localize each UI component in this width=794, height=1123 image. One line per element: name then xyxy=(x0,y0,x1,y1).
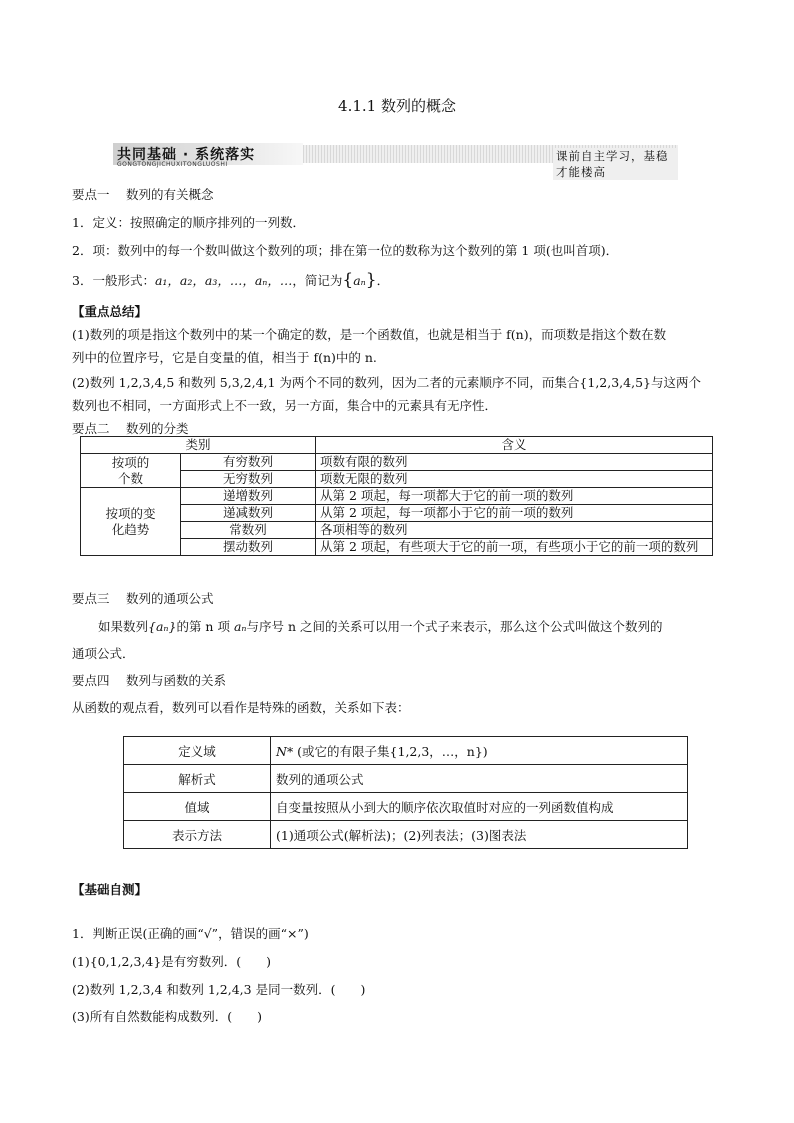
general-form-terms: a₁，a₂，a₃，…，aₙ，… xyxy=(154,273,293,288)
banner-title: 共同基础 · 系统落实 xyxy=(117,147,256,163)
header-meaning: 含义 xyxy=(316,437,713,454)
formula-line-2: 通项公式． xyxy=(72,646,135,661)
heading-point-2: 要点二 数列的分类 xyxy=(72,421,189,436)
left-brace-icon: { xyxy=(342,270,354,290)
self-test-heading: 【基础自测】 xyxy=(72,882,148,897)
heading-point-4: 要点四 数列与函数的关系 xyxy=(72,673,226,688)
row-value: (1)通项公式(解析法)；(2)列表法；(3)图表法 xyxy=(271,821,688,849)
row-label: 表示方法 xyxy=(124,821,271,849)
table-header-row xyxy=(81,437,713,454)
row-value: 数列的通项公式 xyxy=(271,765,688,793)
group-by-count: 按项的 个数 xyxy=(81,454,181,488)
table-row xyxy=(124,821,688,849)
general-form-set: aₙ xyxy=(353,273,366,288)
row-value: 自变量按照从小到大的顺序依次取值时对应的一列函数值构成 xyxy=(271,793,688,821)
summary-line-1a: (1)数列的项是指这个数列中的某一个确定的数，是一个函数值，也就是相当于 f(n)，而项数是指这个数在数 xyxy=(72,327,667,342)
row-label: 解析式 xyxy=(124,765,271,793)
general-form-label: 3．一般形式： xyxy=(72,273,155,288)
meaning-cell: 各项相等的数列 xyxy=(316,522,713,539)
section-banner xyxy=(113,143,678,179)
banner-stripe xyxy=(303,145,678,179)
header-category: 类别 xyxy=(81,437,316,454)
summary-heading: 【重点总结】 xyxy=(72,304,148,319)
meaning-cell: 从第 2 项起，每一项都大于它的前一项的数列 xyxy=(316,488,713,505)
summary-line-2b: 数列也不相同，一方面形式上不一致，另一方面，集合中的元素具有无序性． xyxy=(72,398,498,413)
table-row xyxy=(81,488,713,505)
general-form-mid: ，简记为 xyxy=(292,273,343,288)
group-by-trend: 按项的变 化趋势 xyxy=(81,488,181,556)
meaning-cell: 从第 2 项起，有些项大于它的前一项，有些项小于它的前一项的数列 xyxy=(316,539,713,556)
page-title: 4.1.1 数列的概念 xyxy=(338,97,456,115)
heading-point-1: 要点一 数列的有关概念 xyxy=(72,187,214,202)
row-label: 定义域 xyxy=(124,737,271,765)
classification-table xyxy=(80,436,713,556)
meaning-cell: 项数有限的数列 xyxy=(316,454,713,471)
table-row xyxy=(124,765,688,793)
question-1-item-3: (3)所有自然数能构成数列．( ) xyxy=(72,1009,262,1024)
summary-line-2a: (2)数列 1,2,3,4,5 和数列 5,3,2,4,1 为两个不同的数列，因为二者的元素顺序不同，而集合{1,2,3,4,5}与这两个 xyxy=(72,375,701,390)
row-value xyxy=(271,737,688,765)
banner-slogan: 课前自主学习，基稳才能楼高 xyxy=(553,148,678,180)
nth-term-symbol: aₙ xyxy=(233,619,247,634)
domain-text: (或它的有限子集{1,2,3，…，n}) xyxy=(293,743,488,759)
banner-pinyin: GONGTONGJICHUXITONGLUOSHI xyxy=(117,161,228,168)
formula-text-c: 与序号 n 之间的关系可以用一个式子来表示，那么这个公式叫做这个数列的 xyxy=(246,619,663,634)
meaning-cell: 项数无限的数列 xyxy=(316,471,713,488)
type-cell: 无穷数列 xyxy=(181,471,316,488)
table-row xyxy=(124,737,688,765)
heading-point-3: 要点三 数列的通项公式 xyxy=(72,591,214,606)
question-1: 1．判断正误(正确的画“√”，错误的画“×”) xyxy=(72,926,309,941)
table-row xyxy=(81,454,713,471)
row-label: 值域 xyxy=(124,793,271,821)
table-row xyxy=(124,793,688,821)
function-intro: 从函数的观点看，数列可以看作是特殊的函数，关系如下表： xyxy=(72,700,410,715)
meaning-cell: 从第 2 项起，每一项都小于它的前一项的数列 xyxy=(316,505,713,522)
type-cell: 常数列 xyxy=(181,522,316,539)
formula-text-b: 的第 n 项 xyxy=(176,619,234,634)
summary-line-1b: 列中的位置序号，它是自变量的值，相当于 f(n)中的 n. xyxy=(72,350,377,365)
type-cell: 递增数列 xyxy=(181,488,316,505)
type-cell: 递减数列 xyxy=(181,505,316,522)
question-1-item-1: (1){0,1,2,3,4}是有穷数列．( ) xyxy=(72,954,272,969)
term-line: 2．项：数列中的每一个数叫做这个数列的项；排在第一位的数称为这个数列的第 1 项(也叫首项)． xyxy=(72,243,619,258)
type-cell: 摆动数列 xyxy=(181,539,316,556)
banner-label-box xyxy=(113,143,303,168)
formula-text-a: 如果数列 xyxy=(98,619,149,634)
general-form-end: ． xyxy=(376,273,390,288)
question-1-item-2: (2)数列 1,2,3,4 和数列 1,2,4,3 是同一数列．( ) xyxy=(72,982,366,997)
sequence-symbol: {aₙ} xyxy=(148,619,177,634)
definition-line: 1．定义：按照确定的顺序排列的一列数． xyxy=(72,215,305,230)
type-cell: 有穷数列 xyxy=(181,454,316,471)
formula-line-1 xyxy=(98,617,662,635)
general-form-line xyxy=(72,270,389,290)
function-relation-table xyxy=(123,736,688,849)
right-brace-icon: } xyxy=(365,270,377,290)
natural-set-symbol: N* xyxy=(276,743,294,759)
